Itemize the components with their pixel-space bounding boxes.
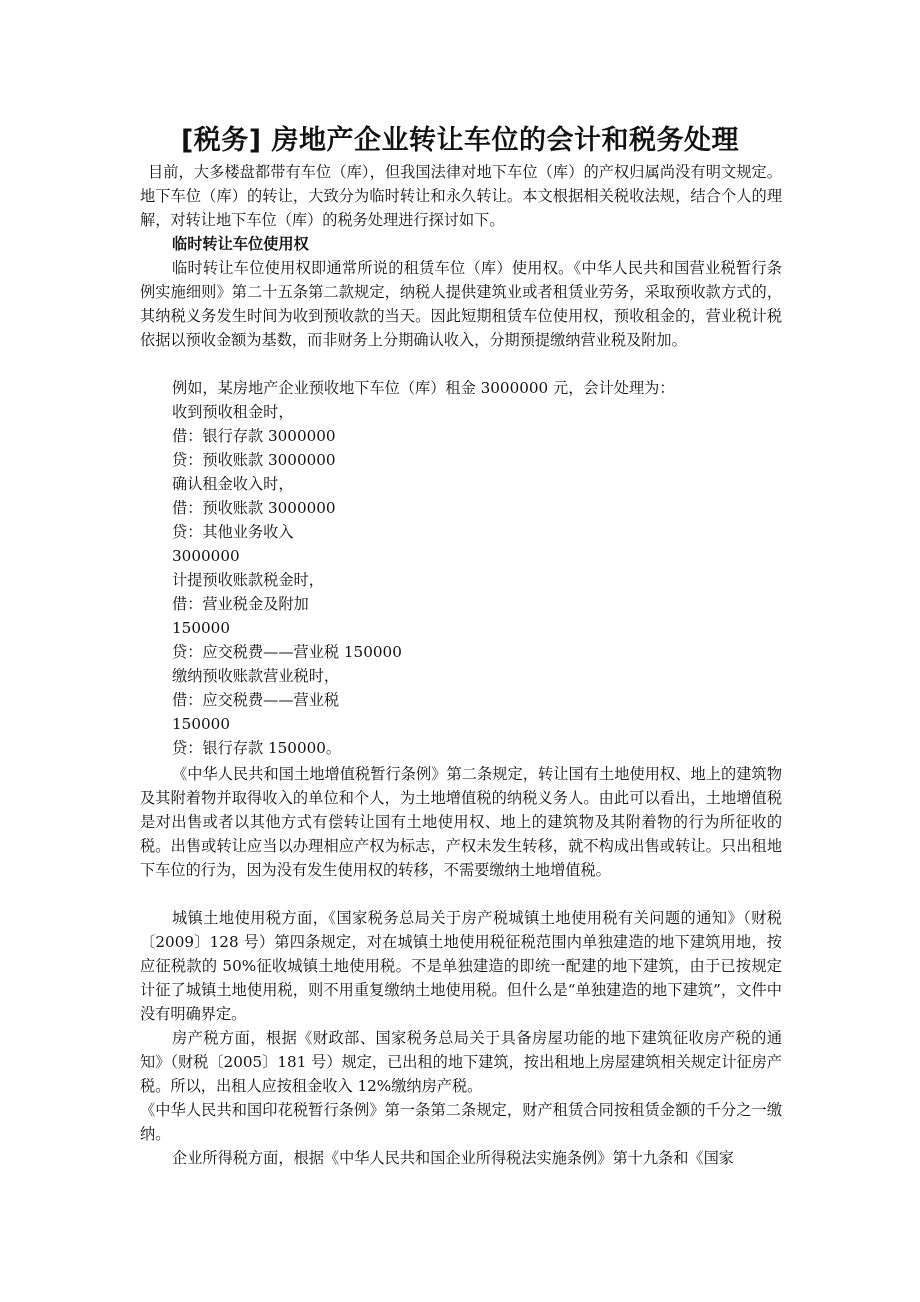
- entry-line: 150000: [172, 715, 230, 733]
- paragraph-urban-land-use-tax: 城镇土地使用税方面，《国家税务总局关于房产税城镇土地使用税有关问题的通知》（财税〔2009〕128 号）第四条规定，对在城镇土地使用税征税范围内单独建造的地下建筑用地，按应征税款的 50%征收城镇土地使用税。不是单独建造的即统一配建的地下建筑，由于已按规定计征了城镇土地使用税，则不用重复缴纳土地使用税。但什么是“单独建造的地下建筑”，文件中没有明确界定。: [140, 909, 782, 1023]
- document-title: [税务] 房地产企业转让车位的会计和税务处理: [180, 125, 740, 156]
- intro-paragraph: 目前，大多楼盘都带有车位（库），但我国法律对地下车位（库）的产权归属尚没有明文规定。地下车位（库）的转让，大致分为临时转让和永久转让。本文根据相关税收法规，结合个人的理解，对转让地下车位（库）的税务处理进行探讨如下。: [140, 163, 782, 229]
- entry-line: 借：应交税费——营业税: [172, 691, 340, 709]
- entry-line: 贷：预收账款 3000000: [172, 451, 336, 469]
- paragraph-land-value-added-tax: 《中华人民共和国土地增值税暂行条例》第二条规定，转让国有土地使用权、地上的建筑物及其附着物并取得收入的单位和个人，为土地增值税的纳税义务人。由此可以看出，土地增值税是对出售或者以其他方式有偿转让国有土地使用权、地上的建筑物及其附着物的行为所征收的税。出售或转让应当以办理相应产权为标志，产权未发生转移，就不构成出售或转让。只出租地下车位的行为，因为没有发生使用权的转移，不需要缴纳土地增值税。: [140, 765, 782, 879]
- entry-line: 借：营业税金及附加: [172, 595, 309, 613]
- paragraph-property-tax: 房产税方面，根据《财政部、国家税务总局关于具备房屋功能的地下建筑征收房产税的通知》（财税〔2005〕181 号）规定，已出租的地下建筑，按出租地上房屋建筑相关规定计征房产税。所以，出租人应按租金收入 12%缴纳房产税。: [140, 1029, 782, 1095]
- entry-line: 贷：其他业务收入: [172, 523, 294, 541]
- paragraph-business-tax: 临时转让车位使用权即通常所说的租赁车位（库）使用权。《中华人民共和国营业税暂行条例实施细则》第二十五条第二款规定，纳税人提供建筑业或者租赁业劳务，采取预收款方式的，其纳税义务发生时间为收到预收款的当天。因此短期租赁车位使用权，预收租金的，营业税计税依据以预收金额为基数，而非财务上分期确认收入，分期预提缴纳营业税及附加。: [140, 259, 782, 349]
- section-heading-temporary-transfer: 临时转让车位使用权: [172, 235, 309, 253]
- entry-line: 例如，某房地产企业预收地下车位（库）租金 3000000 元，会计处理为：: [172, 379, 675, 397]
- entry-line: 3000000: [172, 547, 240, 565]
- entry-line: 缴纳预收账款营业税时，: [172, 667, 340, 685]
- entry-line: 借：预收账款 3000000: [172, 499, 336, 517]
- entry-line: 贷：应交税费——营业税 150000: [172, 643, 402, 661]
- entry-line: 150000: [172, 619, 230, 637]
- paragraph-enterprise-income-tax: 企业所得税方面，根据《中华人民共和国企业所得税法实施条例》第十九条和《国家: [172, 1149, 734, 1167]
- entry-line: 确认租金收入时，: [172, 475, 294, 493]
- entry-line: 贷：银行存款 150000。: [172, 739, 342, 757]
- entry-line: 计提预收账款税金时，: [172, 571, 324, 589]
- entry-line: 借：银行存款 3000000: [172, 427, 336, 445]
- paragraph-stamp-tax: 《中华人民共和国印花税暂行条例》第一条第二条规定，财产租赁合同按租赁金额的千分之一缴纳。: [140, 1101, 782, 1143]
- entry-line: 收到预收租金时，: [172, 403, 294, 421]
